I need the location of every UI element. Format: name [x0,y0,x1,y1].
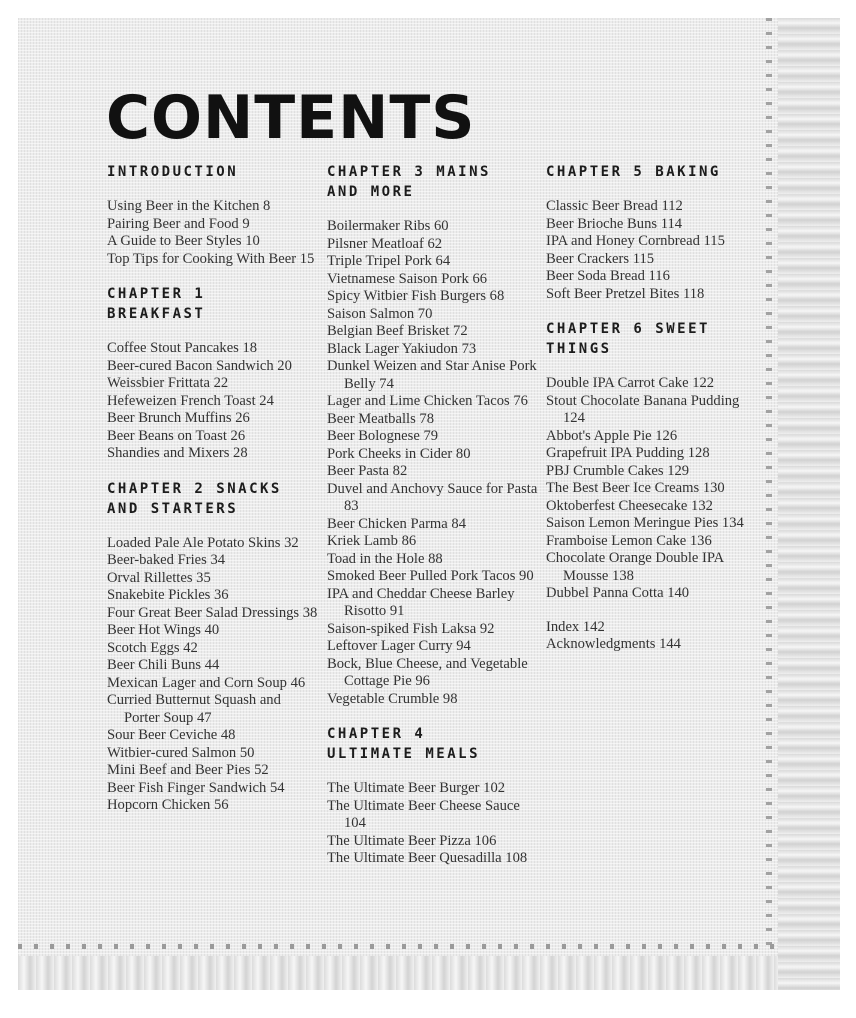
contents-entry: Soft Beer Pretzel Bites 118 [546,285,705,302]
contents-entry: Witbier-cured Salmon 50 [107,744,255,761]
contents-entry: Shandies and Mixers 28 [107,445,248,461]
contents-entry: Beer Brunch Muffins 26 [107,410,250,426]
contents-entry: Smoked Beer Pulled Pork Tacos 90 [327,568,534,584]
contents-section [107,479,319,815]
contents-entry: Hopcorn Chicken 56 [107,797,229,813]
contents-entry: Bock, Blue Cheese, and Vegetable Cottage Pie 96 [327,655,528,689]
contents-entry: The Ultimate Beer Cheese Sauce 104 [327,797,520,831]
contents-entry: Vegetable Crumble 98 [327,690,458,707]
contents-entry: Beer Fish Finger Sandwich 54 [107,779,285,796]
contents-entry: Beer Chili Buns 44 [107,657,220,673]
contents-entry: Beer Soda Bread 116 [546,268,670,284]
contents-entry: Beer Pasta 82 [327,463,408,479]
contents-entry: Loaded Pale Ale Potato Skins 32 [107,534,299,551]
contents-entry: Beer Bolognese 79 [327,428,439,444]
contents-entry: Pilsner Meatloaf 62 [327,235,443,252]
contents-section [546,162,762,303]
contents-entry: Orval Rillettes 35 [107,569,211,586]
contents-column-1 [107,162,319,831]
fringe-bottom [18,956,778,990]
contents-entry: A Guide to Beer Styles 10 [107,233,260,249]
contents-entry: Vietnamese Saison Pork 66 [327,270,488,287]
contents-entry: Black Lager Yakiudon 73 [327,340,477,357]
contents-entry: Saison-spiked Fish Laksa 92 [327,620,495,637]
contents-list [107,340,319,463]
contents-entry: Index 142 [546,618,605,635]
contents-entry: Beer-baked Fries 34 [107,552,226,568]
contents-entry: IPA and Honey Cornbread 115 [546,233,725,249]
contents-entry: The Ultimate Beer Burger 102 [327,780,506,796]
contents-entry: Beer Meatballs 78 [327,410,434,427]
contents-entry: Coffee Stout Pancakes 18 [107,340,258,356]
contents-list [546,198,762,303]
contents-entry: Beer-cured Bacon Sandwich 20 [107,357,292,374]
contents-column-2 [327,162,541,884]
contents-entry: Saison Salmon 70 [327,305,433,322]
contents-entry: Abbot's Apple Pie 126 [546,427,678,444]
contents-entry: Duvel and Anchovy Sauce for Pasta 83 [327,480,538,514]
contents-section [546,319,762,603]
contents-entry: Pork Cheeks in Cider 80 [327,445,471,462]
chapter-heading: CHAPTER 5 BAKING [546,164,721,180]
contents-entry: Double IPA Carrot Cake 122 [546,375,715,391]
contents-list [546,619,762,654]
contents-entry: Lager and Lime Chicken Tacos 76 [327,393,528,409]
contents-entry: Grapefruit IPA Pudding 128 [546,445,710,461]
contents-section [107,162,319,268]
page-title: CONTENTS [106,83,476,153]
contents-entry: PBJ Crumble Cakes 129 [546,462,690,479]
chapter-heading: CHAPTER 6 SWEET THINGS [546,321,710,357]
contents-section [327,724,541,868]
contents-entry: Four Great Beer Salad Dressings 38 [107,604,318,621]
contents-section [327,162,541,708]
contents-entry: Mexican Lager and Corn Soup 46 [107,674,306,691]
contents-list [107,535,319,815]
chapter-heading: CHAPTER 1 BREAKFAST [107,286,206,322]
contents-entry: Stout Chocolate Banana Pudding 124 [546,392,740,426]
contents-entry: Using Beer in the Kitchen 8 [107,198,271,214]
contents-entry: Pairing Beer and Food 9 [107,215,250,232]
fringe-right [778,18,840,990]
contents-entry: Belgian Beef Brisket 72 [327,323,468,339]
contents-entry: Mini Beef and Beer Pies 52 [107,762,269,778]
contents-entry: Dubbel Panna Cotta 140 [546,585,690,601]
contents-entry: Snakebite Pickles 36 [107,587,229,603]
contents-list [546,375,762,603]
contents-section [107,284,319,463]
contents-entry: Sour Beer Ceviche 48 [107,727,236,743]
contents-entry: Classic Beer Bread 112 [546,198,683,214]
contents-entry: Leftover Lager Curry 94 [327,638,471,654]
contents-entry: The Ultimate Beer Quesadilla 108 [327,850,528,866]
contents-entry: Acknowledgments 144 [546,636,681,652]
contents-entry: Chocolate Orange Double IPA Mousse 138 [546,550,724,584]
contents-entry: Weissbier Frittata 22 [107,375,229,391]
chapter-heading: INTRODUCTION [107,164,239,180]
contents-entry: Beer Hot Wings 40 [107,622,220,638]
contents-entry: Beer Beans on Toast 26 [107,427,246,444]
contents-entry: Dunkel Weizen and Star Anise Pork Belly 74 [327,358,537,392]
contents-entry: Beer Crackers 115 [546,250,655,267]
contents-entry: Saison Lemon Meringue Pies 134 [546,515,744,531]
contents-list [327,780,541,868]
chapter-heading: CHAPTER 2 SNACKS AND STARTERS [107,480,282,517]
contents-entry: Oktoberfest Cheesecake 132 [546,497,713,514]
contents-entry: Hefeweizen French Toast 24 [107,392,274,409]
contents-list [327,218,541,708]
contents-list [107,198,319,268]
contents-entry: Top Tips for Cooking With Beer 15 [107,250,315,267]
contents-entry: Kriek Lamb 86 [327,533,417,549]
contents-entry: The Best Beer Ice Creams 130 [546,480,725,496]
contents-entry: Scotch Eggs 42 [107,639,198,656]
contents-entry: IPA and Cheddar Cheese Barley Risotto 91 [327,585,515,619]
contents-entry: Framboise Lemon Cake 136 [546,532,712,549]
contents-section [546,619,762,654]
contents-entry: The Ultimate Beer Pizza 106 [327,832,497,849]
contents-entry: Boilermaker Ribs 60 [327,218,449,234]
contents-entry: Beer Chicken Parma 84 [327,515,467,532]
contents-entry: Toad in the Hole 88 [327,550,443,567]
contents-entry: Spicy Witbier Fish Burgers 68 [327,288,505,304]
chapter-heading: CHAPTER 4 ULTIMATE MEALS [327,726,481,762]
contents-entry: Triple Tripel Pork 64 [327,253,451,269]
chapter-heading: CHAPTER 3 MAINS AND MORE [327,164,491,200]
contents-column-3 [546,162,762,670]
contents-entry: Curried Butternut Squash and Porter Soup 47 [107,692,281,726]
contents-entry: Beer Brioche Buns 114 [546,215,683,232]
